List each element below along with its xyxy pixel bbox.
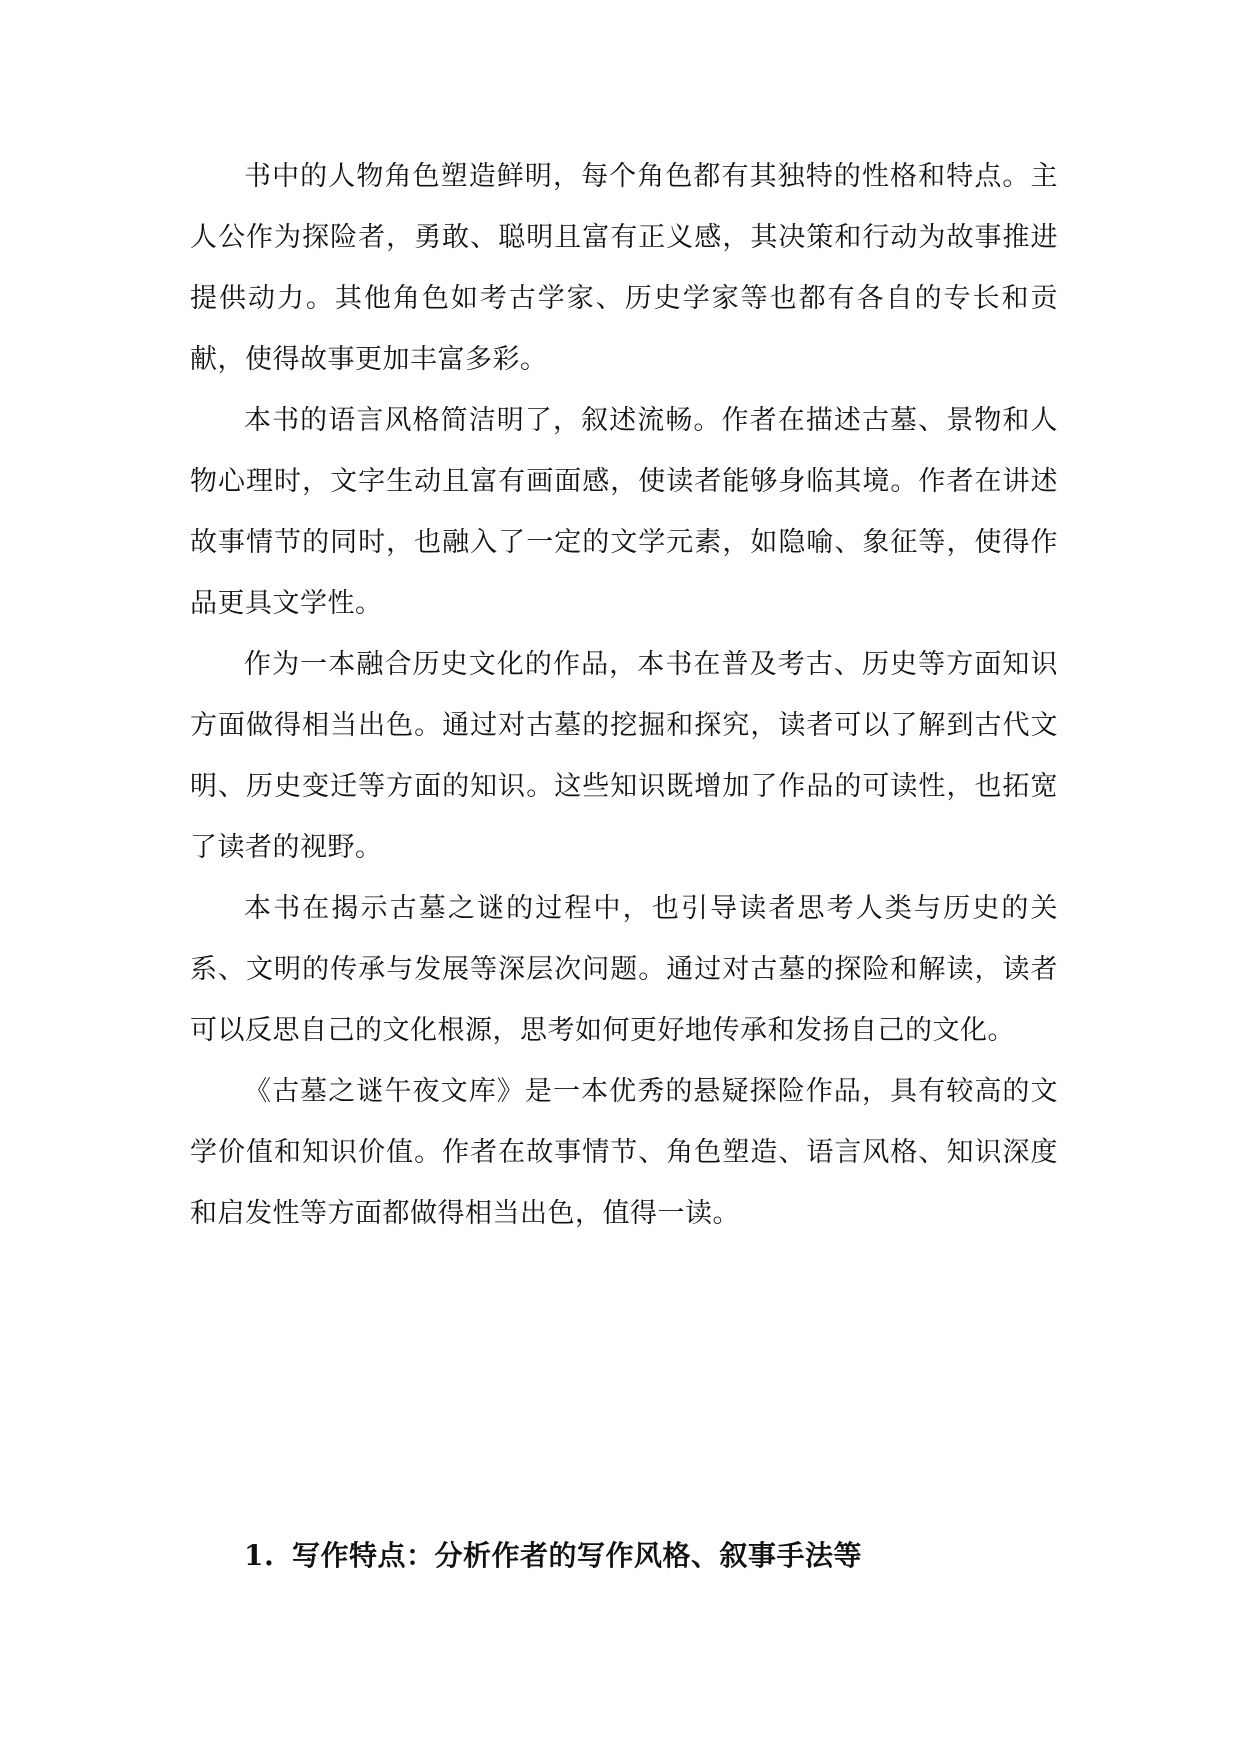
paragraph-language-style: 本书的语言风格简洁明了，叙述流畅。作者在描述古墓、景物和人物心理时，文字生动且富有画面感，使读者能够身临其境。作者在讲述故事情节的同时，也融入了一定的文学元素，如隐喻、象征等，使得作品更具文学性。: [190, 405, 1058, 619]
section-heading: [190, 1534, 862, 1574]
paragraph-reflection: 本书在揭示古墓之谜的过程中，也引导读者思考人类与历史的关系、文明的传承与发展等深层次问题。通过对古墓的探险和解读，读者可以反思自己的文化根源，思考如何更好地传承和发扬自己的文化。: [190, 893, 1058, 1046]
paragraph-history-knowledge: 作为一本融合历史文化的作品，本书在普及考古、历史等方面知识方面做得相当出色。通过对古墓的挖掘和探究，读者可以了解到古代文明、历史变迁等方面的知识。这些知识既增加了作品的可读性，也拓宽了读者的视野。: [190, 649, 1058, 863]
paragraph-characters: 书中的人物角色塑造鲜明，每个角色都有其独特的性格和特点。主人公作为探险者，勇敢、聪明且富有正义感，其决策和行动为故事推进提供动力。其他角色如考古学家、历史学家等也都有各自的专长和贡献，使得故事更加丰富多彩。: [190, 161, 1058, 375]
document-body: [190, 146, 1058, 1244]
paragraph-conclusion: 《古墓之谜午夜文库》是一本优秀的悬疑探险作品，具有较高的文学价值和知识价值。作者在故事情节、角色塑造、语言风格、知识深度和启发性等方面都做得相当出色，值得一读。: [190, 1076, 1058, 1229]
section-heading-text: 写作特点：分析作者的写作风格、叙事手法等: [292, 1539, 863, 1572]
section-heading-number: 1.: [244, 1539, 275, 1572]
